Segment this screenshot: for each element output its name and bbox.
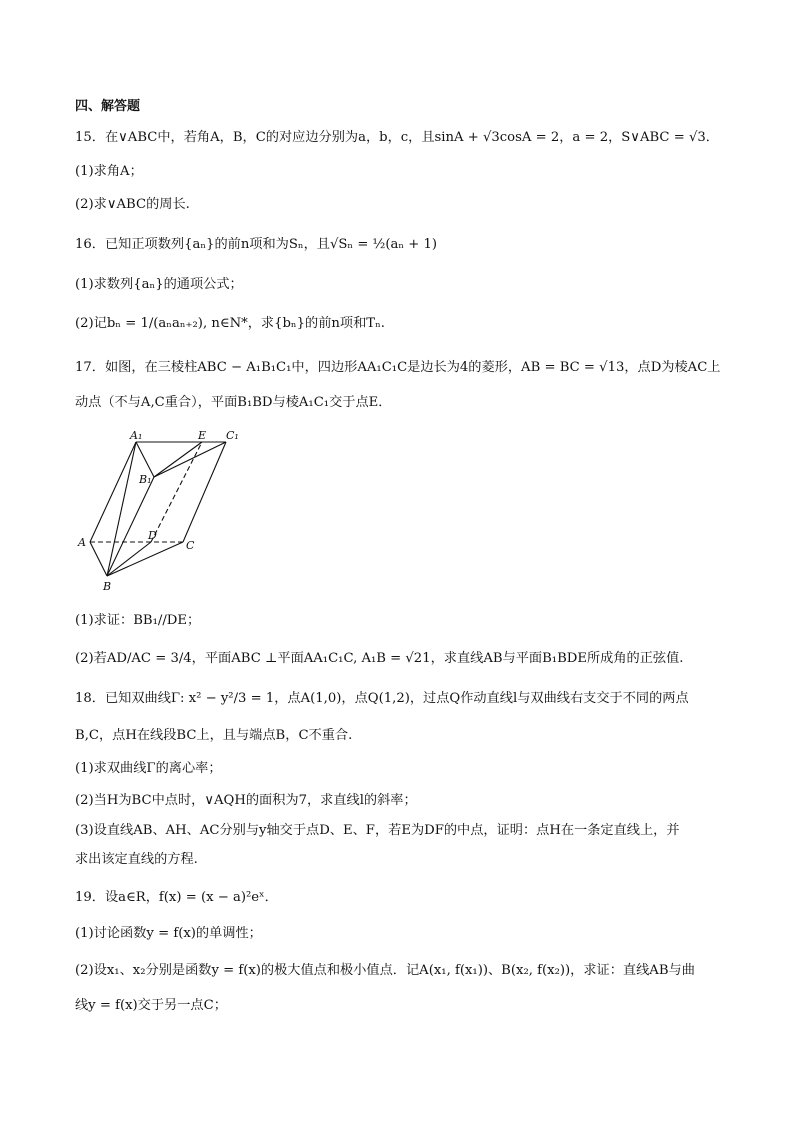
edge-A1B1 [136,442,154,477]
label-D: D [148,529,157,542]
label-C: C [186,539,195,552]
edge-B1E [154,442,202,477]
q19-part1: (1)讨论函数y = f(x)的单调性； [75,926,262,941]
q18-part1: (1)求双曲线Γ的离心率； [75,761,222,776]
edge-A1A [90,442,136,542]
q17-stem-line1: 17．如图，在三棱柱ABC − A₁B₁C₁中，四边形AA₁C₁C是边长为4的菱形，AB = BC = √13，点D为棱AC上 [75,360,721,375]
q18-part3-line1: (3)设直线AB、AH、AC分别与y轴交于点D、E、F，若E为DF的中点，证明：点H在一条定直线上，并 [75,823,680,838]
prism-figure [74,430,244,600]
q16-part2: (2)记bₙ = 1/(aₙaₙ₊₂), n∈N*，求{bₙ}的前n项和Tₙ. [75,316,385,331]
label-C1: C₁ [226,430,239,442]
q17-part2: (2)若AD/AC = 3/4，平面ABC ⊥平面AA₁C₁C, A₁B = √21，求直线AB与平面B₁BDE所成角的正弦值. [75,651,684,666]
q15-part2: (2)求∨ABC的周长. [75,197,190,212]
q17-stem-line2: 动点（不与A,C重合），平面B₁BD与棱A₁C₁交于点E． [75,395,392,410]
q16-part1: (1)求数列{aₙ}的通项公式； [75,277,243,292]
q15-stem: 15．在∨ABC中，若角A，B，C的对应边分别为a，b，c，且sinA + √3cosA = 2，a = 2，S∨ABC = √3． [75,130,719,145]
q19-part2-line2: 线y = f(x)交于另一点C； [75,998,227,1013]
edge-AB [90,542,107,576]
q18-part2: (2)当H为BC中点时，∨AQH的面积为7，求直线l的斜率； [75,793,417,808]
label-B: B [103,580,112,593]
q18-stem-line1: 18．已知双曲线Γ: x² − y²/3 = 1，点A(1,0)，点Q(1,2)，过点Q作动直线l与双曲线右支交于不同的两点 [75,691,689,706]
q17-part1: (1)求证：BB₁//DE； [75,613,201,628]
q19-part2-line1: (2)设x₁、x₂分别是函数y = f(x)的极大值点和极小值点．记A(x₁, f(x₁))、B(x₂, f(x₂))，求证：直线AB与曲 [75,963,695,978]
label-E: E [198,430,207,442]
section-heading: 四、解答题 [75,99,141,114]
label-A1: A₁ [130,430,143,442]
edge-A1B [107,442,136,576]
edge-B1C1 [154,442,226,477]
q19-stem: 19．设a∈R，f(x) = (x − a)²eˣ． [75,890,278,905]
edge-C1C [183,442,226,542]
label-B1: B₁ [139,473,152,486]
q18-part3-line2: 求出该定直线的方程. [75,852,198,867]
q15-part1: (1)求角A； [75,164,143,179]
q16-stem: 16．已知正项数列{aₙ}的前n项和为Sₙ，且√Sₙ = ½(aₙ + 1) [75,237,438,252]
label-A: A [78,536,86,549]
q18-stem-line2: B,C，点H在线段BC上，且与端点B，C不重合. [75,728,353,743]
edge-B1B [107,477,154,576]
prism-diagram [74,430,244,600]
